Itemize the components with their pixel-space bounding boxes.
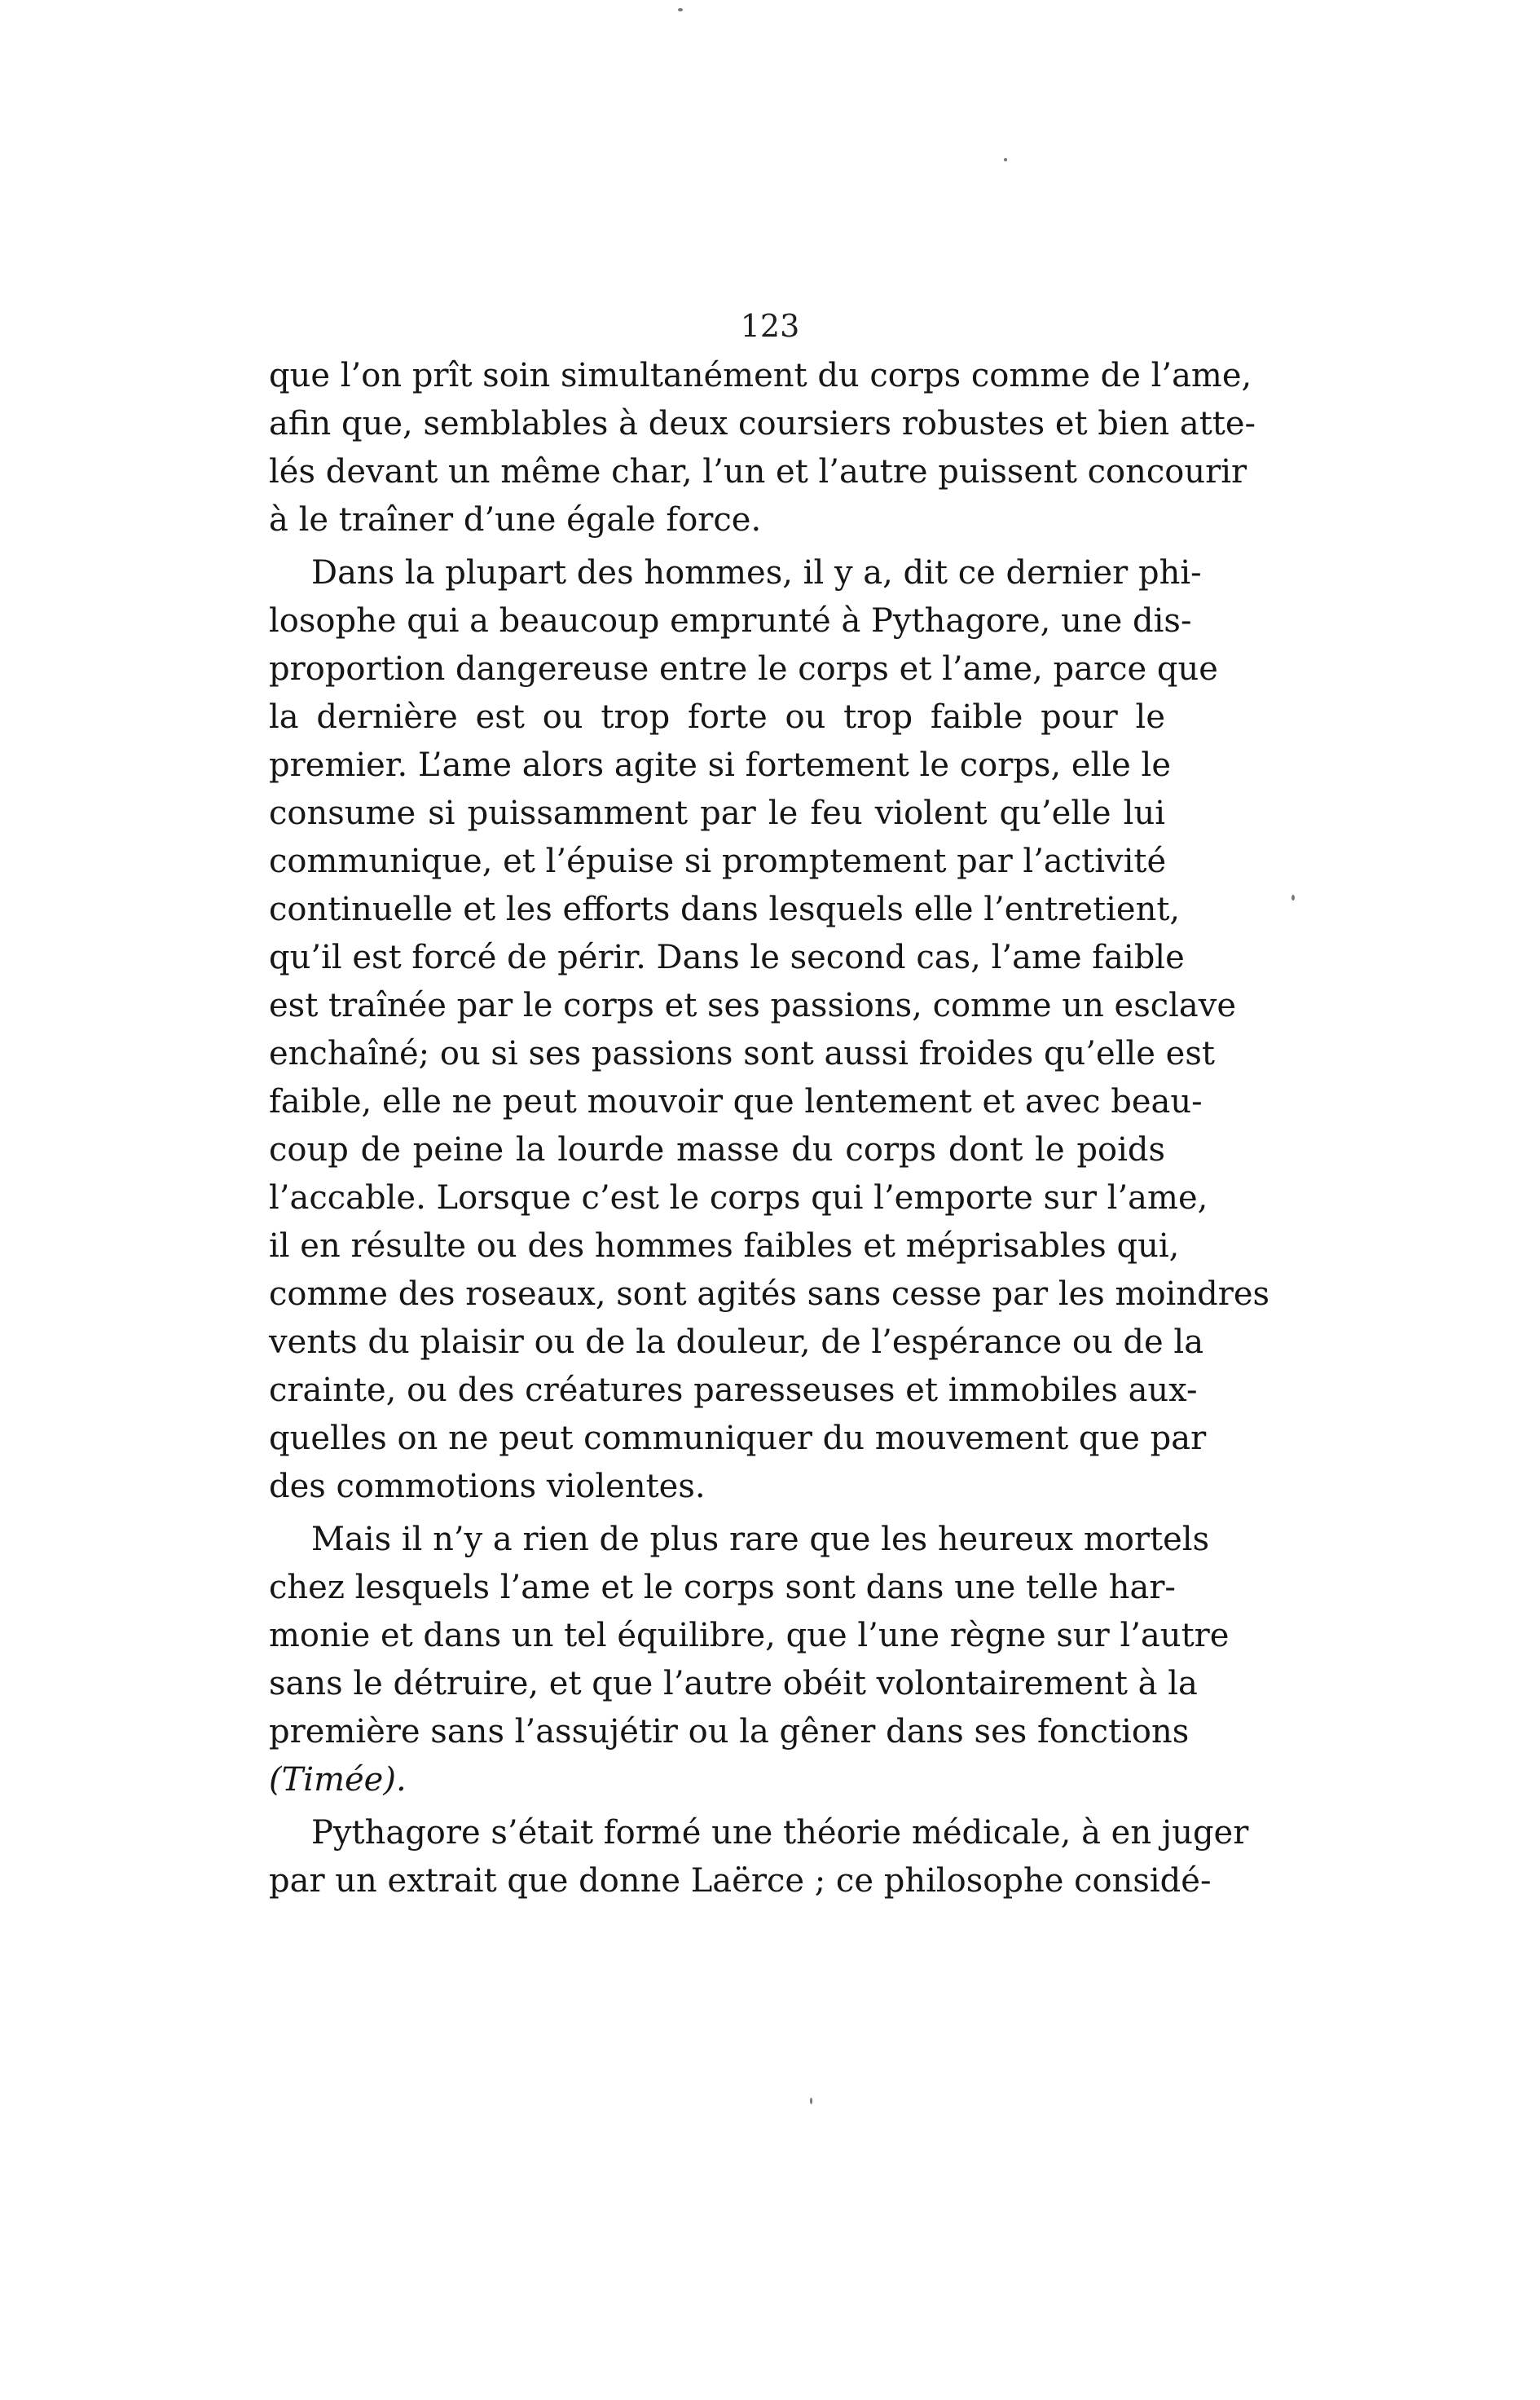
text-line: Dans la plupart des hommes, il y a, dit ce dernier phi-	[311, 554, 1202, 592]
text-line: crainte, ou des créatures paresseuses et immobiles aux-	[269, 1372, 1198, 1409]
text-line: lés devant un même char, l’un et l’autre puissent concourir	[269, 453, 1247, 491]
text-line: Mais il n’y a rien de plus rare que les heureux mortels	[311, 1521, 1210, 1558]
text-line: premier. L’ame alors agite si fortement le corps, elle le	[269, 746, 1171, 784]
print-speck	[1004, 158, 1007, 161]
page-number: 123	[740, 308, 800, 344]
text-line: la dernière est ou trop forte ou trop faible pour le	[269, 698, 1165, 736]
paragraph	[269, 1809, 1249, 1905]
text-line: sans le détruire, et que l’autre obéit volontairement à la	[269, 1665, 1198, 1702]
text-line: quelles on ne peut communiquer du mouvement que par	[269, 1420, 1207, 1457]
text-line: vents du plaisir ou de la douleur, de l’espérance ou de la	[269, 1323, 1204, 1361]
text-line: comme des roseaux, sont agités sans cesse par les moindres	[269, 1275, 1270, 1313]
text-line: coup de peine la lourde masse du corps dont le poids	[269, 1131, 1165, 1169]
text-line: monie et dans un tel équilibre, que l’une règne sur l’autre	[269, 1617, 1230, 1654]
text-line: continuelle et les efforts dans lesquels elle l’entretient,	[269, 891, 1181, 928]
text-line: est traînée par le corps et ses passions, comme un esclave	[269, 987, 1237, 1024]
text-line: qu’il est forcé de périr. Dans le second cas, l’ame faible	[269, 939, 1185, 976]
text-line: consume si puissamment par le feu violent qu’elle lui	[269, 795, 1165, 832]
body-text	[269, 352, 1270, 1905]
text-line: à le traîner d’une égale force.	[269, 501, 762, 539]
text-line: communique, et l’épuise si promptement par l’activité	[269, 843, 1167, 880]
print-speck	[810, 2098, 812, 2104]
text-line: afin que, semblables à deux coursiers robustes et bien atte-	[269, 405, 1256, 443]
text-line: l’accable. Lorsque c’est le corps qui l’emporte sur l’ame,	[269, 1179, 1208, 1217]
text-line: proportion dangereuse entre le corps et l’ame, parce que	[269, 650, 1218, 688]
text-line: Pythagore s’était formé une théorie médicale, à en juger	[311, 1814, 1249, 1852]
text-line: par un extrait que donne Laërce ; ce philosophe considé-	[269, 1862, 1212, 1900]
text-line: que l’on prît soin simultanément du corps comme de l’ame,	[269, 357, 1252, 394]
print-speck	[1291, 895, 1295, 901]
paragraph	[269, 352, 1256, 544]
print-speck	[678, 8, 683, 11]
text-line: chez lesquels l’ame et le corps sont dans une telle har-	[269, 1569, 1176, 1606]
paragraph	[269, 549, 1270, 1511]
paragraph	[269, 1516, 1230, 1804]
text-line: losophe qui a beaucoup emprunté à Pythagore, une dis-	[269, 602, 1192, 640]
text-line: enchaîné; ou si ses passions sont aussi froides qu’elle est	[269, 1035, 1215, 1072]
text-line: faible, elle ne peut mouvoir que lentement et avec beau-	[269, 1083, 1203, 1121]
text-line: (Timée).	[269, 1761, 407, 1799]
text-line: des commotions violentes.	[269, 1468, 706, 1505]
text-line: il en résulte ou des hommes faibles et méprisables qui,	[269, 1227, 1180, 1265]
text-line: première sans l’assujétir ou la gêner dans ses fonctions	[269, 1713, 1190, 1750]
